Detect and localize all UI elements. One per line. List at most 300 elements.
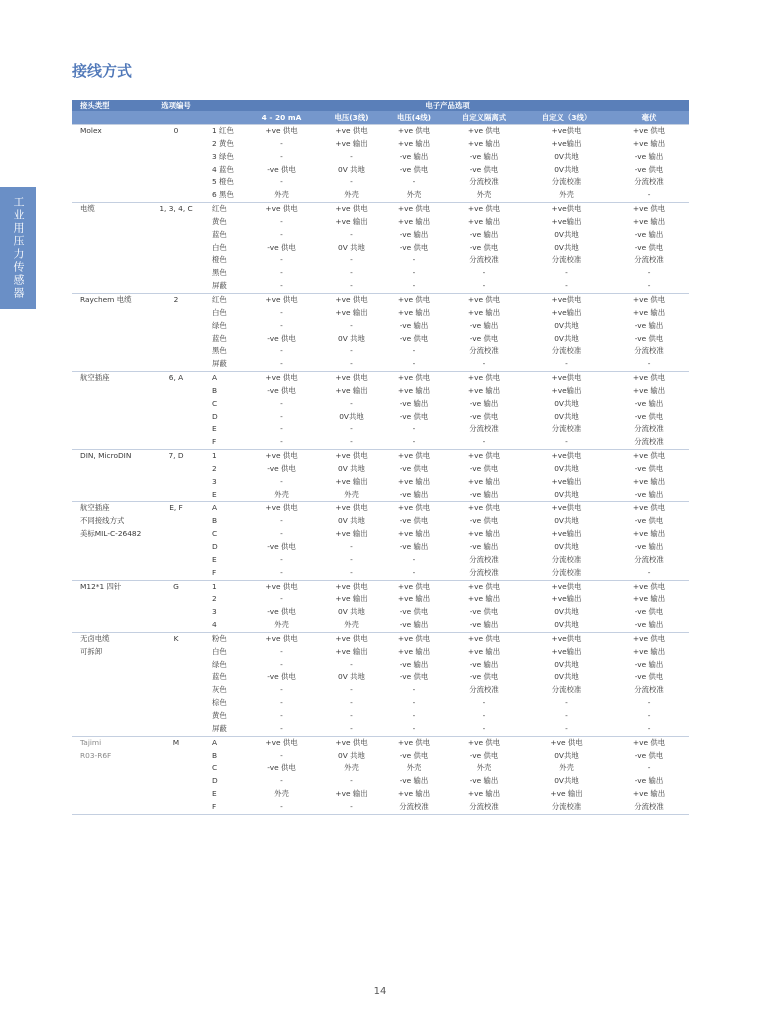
signal-cell: 0V 共地: [338, 607, 365, 617]
signal-cell: 0V共地: [554, 164, 579, 174]
pin-label-cell: F: [212, 437, 217, 447]
signal-cell: 外壳: [476, 190, 492, 200]
signal-cell: -: [647, 268, 651, 278]
pin-label-cell: 粉色: [206, 632, 244, 645]
signal-cell: +ve 输出: [397, 646, 431, 656]
signal-cell: 分流校准: [551, 567, 582, 577]
pin-label-cell: A: [206, 736, 244, 749]
signal-cell: -: [412, 281, 416, 291]
signal-cell: -ve 输出: [399, 659, 429, 669]
signal-cell: +ve输出: [551, 594, 582, 604]
signal-cell: +ve 供电: [524, 736, 609, 749]
pin-label-cell: 红色: [206, 203, 244, 216]
signal-cell: -ve 供电: [634, 333, 664, 343]
page-number: 14: [373, 986, 387, 997]
signal-cell: -ve 输出: [469, 151, 499, 161]
signal-cell: -: [350, 723, 353, 733]
signal-cell: -: [280, 320, 283, 330]
header-col-voltage-4wire: 电压(4线): [384, 111, 444, 125]
pin-label-cell: 棕色: [212, 698, 227, 708]
wiring-table-container: [72, 100, 689, 815]
connector-type-label: Molex: [80, 126, 102, 135]
pin-label-cell: 1 红色: [206, 125, 244, 138]
signal-cell: -: [412, 437, 416, 447]
signal-cell: -: [482, 723, 486, 733]
signal-cell: -: [482, 437, 486, 447]
signal-cell: +ve 供电: [609, 736, 689, 749]
signal-cell: -: [412, 567, 416, 577]
signal-cell: -: [350, 685, 353, 695]
signal-cell: +ve输出: [551, 385, 582, 395]
option-number-cell: G: [146, 580, 206, 632]
connector-type-cell: [72, 293, 146, 371]
pin-label-cell: 屏蔽: [212, 723, 227, 733]
signal-cell: -: [647, 190, 651, 200]
signal-cell: +ve 供电: [319, 450, 384, 463]
pin-label-cell: 5 橙色: [212, 177, 234, 187]
signal-cell: -: [565, 698, 568, 708]
pin-label-cell: 红色: [206, 293, 244, 306]
signal-cell: +ve供电: [524, 632, 609, 645]
signal-cell: -: [280, 411, 283, 421]
signal-cell: 0V共地: [554, 516, 579, 526]
signal-cell: +ve 输出: [632, 476, 666, 486]
signal-cell: -ve 输出: [634, 776, 664, 786]
signal-cell: -: [280, 646, 283, 656]
header-connector-type: 接头类型: [72, 100, 146, 111]
signal-cell: +ve输出: [551, 307, 582, 317]
signal-cell: 外壳: [559, 763, 574, 773]
signal-cell: -: [412, 554, 416, 564]
signal-cell: -: [280, 723, 283, 733]
connector-type-cell: [72, 372, 146, 450]
connector-type-label: 航空插座: [80, 373, 110, 383]
signal-cell: +ve 供电: [444, 293, 524, 306]
pin-label-cell: 黄色: [212, 710, 227, 720]
signal-cell: -ve 输出: [634, 229, 664, 239]
pin-label-cell: 3: [212, 476, 217, 486]
signal-cell: -ve 输出: [399, 398, 429, 408]
signal-cell: -: [482, 268, 486, 278]
table-header-row: [72, 100, 689, 111]
signal-cell: 0V共地: [554, 320, 579, 330]
signal-cell: +ve 输出: [397, 529, 431, 539]
signal-cell: -: [647, 359, 651, 369]
signal-cell: -: [350, 542, 353, 551]
signal-cell: -: [280, 529, 283, 539]
signal-cell: -: [350, 320, 353, 330]
signal-cell: -ve 供电: [399, 463, 429, 473]
signal-cell: +ve 输出: [335, 307, 368, 317]
signal-cell: -: [280, 216, 283, 226]
signal-cell: -: [280, 750, 283, 760]
pin-label-cell: 3: [212, 607, 217, 617]
signal-cell: -: [565, 710, 568, 720]
signal-cell: -: [647, 281, 651, 291]
header-col-custom-3wire: 自定义（3线）: [524, 111, 609, 125]
connector-type-cell: [72, 125, 146, 203]
table-row: [72, 450, 689, 463]
signal-cell: 分流校准: [551, 801, 582, 811]
signal-cell: +ve 输出: [467, 385, 501, 395]
signal-cell: -ve 输出: [469, 320, 499, 330]
signal-cell: -ve 输出: [634, 542, 664, 551]
signal-cell: 外壳: [274, 190, 289, 200]
signal-cell: +ve 供电: [319, 125, 384, 138]
signal-cell: 外壳: [274, 620, 289, 630]
signal-cell: -ve 输出: [634, 320, 664, 330]
signal-cell: +ve 输出: [632, 529, 666, 539]
signal-cell: +ve供电: [524, 580, 609, 593]
signal-cell: +ve 供电: [319, 203, 384, 216]
signal-cell: -ve 输出: [469, 229, 499, 239]
signal-cell: 分流校准: [634, 346, 664, 356]
signal-cell: -: [412, 255, 416, 265]
signal-cell: -: [280, 476, 283, 486]
signal-cell: 0V共地: [554, 411, 579, 421]
signal-cell: -ve 供电: [267, 333, 296, 343]
pin-label-cell: A: [206, 502, 244, 515]
signal-cell: +ve 供电: [384, 736, 444, 749]
signal-cell: -ve 供电: [469, 750, 499, 760]
signal-cell: +ve 输出: [467, 138, 501, 148]
signal-cell: +ve供电: [524, 293, 609, 306]
option-number-cell: M: [146, 736, 206, 814]
signal-cell: +ve 供电: [384, 632, 444, 645]
signal-cell: -: [280, 516, 283, 526]
pin-label-cell: F: [212, 567, 217, 577]
signal-cell: 分流校准: [634, 801, 664, 811]
signal-cell: -ve 供电: [399, 411, 429, 421]
signal-cell: +ve 供电: [384, 203, 444, 216]
signal-cell: -ve 供电: [399, 516, 429, 526]
signal-cell: 0V共地: [554, 242, 579, 252]
signal-cell: 分流校准: [634, 255, 664, 265]
signal-cell: +ve 供电: [244, 450, 319, 463]
signal-cell: -: [280, 776, 283, 786]
signal-cell: -ve 供电: [469, 411, 499, 421]
signal-cell: -ve 输出: [399, 620, 429, 630]
connector-type-cell: [72, 450, 146, 502]
signal-cell: +ve 供电: [319, 502, 384, 515]
signal-cell: -: [412, 346, 416, 356]
signal-cell: 分流校准: [469, 346, 499, 356]
signal-cell: -ve 供电: [267, 463, 296, 473]
signal-cell: 外壳: [344, 620, 359, 630]
signal-cell: -: [412, 698, 416, 708]
signal-cell: +ve 输出: [467, 307, 501, 317]
signal-cell: +ve 输出: [397, 216, 431, 226]
header-col-4-20ma: 4 - 20 mA: [244, 111, 319, 125]
signal-cell: +ve 输出: [335, 385, 368, 395]
signal-cell: 外壳: [406, 763, 422, 773]
signal-cell: 外壳: [344, 763, 359, 773]
pin-label-cell: 橙色: [212, 255, 227, 265]
signal-cell: -ve 供电: [267, 542, 296, 551]
signal-cell: 0V 共地: [338, 164, 365, 174]
signal-cell: +ve 输出: [397, 789, 431, 799]
table-bottom-rule: [72, 814, 689, 815]
signal-cell: +ve 输出: [335, 476, 368, 486]
pin-label-cell: 绿色: [212, 320, 227, 330]
signal-cell: +ve供电: [524, 372, 609, 385]
signal-cell: -: [280, 255, 283, 265]
signal-cell: 分流校准: [551, 554, 582, 564]
signal-cell: +ve供电: [524, 203, 609, 216]
signal-cell: +ve 输出: [550, 789, 583, 799]
option-number-cell: 0: [146, 125, 206, 203]
connector-type-label: 航空插座: [80, 503, 110, 513]
signal-cell: +ve 供电: [444, 736, 524, 749]
signal-cell: -: [412, 268, 416, 278]
signal-cell: -ve 输出: [469, 398, 499, 408]
signal-cell: -: [350, 710, 353, 720]
pin-label-cell: 白色: [212, 307, 227, 317]
signal-cell: -ve 输出: [399, 489, 429, 499]
signal-cell: 0V共地: [554, 463, 579, 473]
signal-cell: -ve 输出: [399, 229, 429, 239]
signal-cell: +ve 输出: [335, 594, 368, 604]
signal-cell: 分流校准: [551, 177, 582, 187]
pin-label-cell: F: [212, 801, 217, 811]
pin-label-cell: 白色: [212, 242, 227, 252]
signal-cell: 0V 共地: [338, 516, 365, 526]
signal-cell: -ve 供电: [634, 463, 664, 473]
pin-label-cell: 黑色: [212, 268, 227, 278]
signal-cell: -: [482, 359, 486, 369]
signal-cell: -: [482, 710, 486, 720]
signal-cell: -: [280, 659, 283, 669]
signal-cell: -: [350, 255, 353, 265]
signal-cell: -: [350, 268, 353, 278]
signal-cell: -ve 供电: [634, 607, 664, 617]
signal-cell: -ve 供电: [267, 164, 296, 174]
pin-label-cell: C: [212, 398, 218, 408]
pin-label-cell: E: [212, 789, 217, 799]
signal-cell: +ve 输出: [467, 646, 501, 656]
signal-cell: -ve 供电: [399, 164, 429, 174]
signal-cell: 分流校准: [551, 685, 582, 695]
signal-cell: +ve 供电: [384, 450, 444, 463]
pin-label-cell: 屏蔽: [212, 359, 227, 369]
signal-cell: -: [280, 437, 283, 447]
signal-cell: -: [565, 268, 568, 278]
signal-cell: +ve 供电: [444, 502, 524, 515]
signal-cell: -: [350, 698, 353, 708]
table-body: [72, 125, 689, 814]
signal-cell: -: [280, 359, 283, 369]
pin-label-cell: 屏蔽: [212, 281, 227, 291]
connector-type-label: Raychem 电缆: [80, 294, 132, 304]
pin-label-cell: 4 蓝色: [212, 164, 234, 174]
option-number-cell: 2: [146, 293, 206, 371]
signal-cell: +ve 输出: [397, 307, 431, 317]
header-electronics-options: 电子产品选项: [206, 100, 689, 111]
table-row: [72, 372, 689, 385]
signal-cell: -ve 供电: [469, 516, 499, 526]
signal-cell: +ve 供电: [319, 632, 384, 645]
option-number-cell: 6, A: [146, 372, 206, 450]
signal-cell: +ve 供电: [444, 450, 524, 463]
pin-label-cell: 绿色: [212, 659, 227, 669]
pin-label-cell: 蓝色: [212, 672, 227, 682]
signal-cell: 0V共地: [554, 333, 579, 343]
signal-cell: -: [350, 177, 353, 187]
signal-cell: +ve 供电: [244, 502, 319, 515]
wiring-table: [72, 100, 689, 814]
signal-cell: +ve输出: [551, 529, 582, 539]
signal-cell: +ve 输出: [632, 138, 666, 148]
signal-cell: -: [280, 685, 283, 695]
signal-cell: 0V 共地: [338, 463, 365, 473]
signal-cell: +ve 供电: [609, 450, 689, 463]
signal-cell: 分流校准: [469, 177, 499, 187]
header-option-number: 选项编号: [146, 100, 206, 111]
signal-cell: +ve 输出: [397, 138, 431, 148]
signal-cell: +ve 供电: [609, 580, 689, 593]
signal-cell: -: [350, 151, 353, 161]
signal-cell: -: [280, 281, 283, 291]
pin-label-cell: 蓝色: [212, 333, 227, 343]
option-number-cell: E, F: [146, 502, 206, 580]
signal-cell: -ve 供电: [399, 242, 429, 252]
signal-cell: 0V共地: [554, 229, 579, 239]
signal-cell: -ve 供电: [267, 672, 296, 682]
signal-cell: 分流校准: [551, 424, 582, 434]
signal-cell: 分流校准: [469, 685, 499, 695]
option-number-cell: K: [146, 632, 206, 736]
table-row: [72, 203, 689, 216]
pin-label-cell: 2 黄色: [212, 138, 234, 148]
signal-cell: -ve 供电: [267, 385, 296, 395]
connector-type-label: 美标MIL-C-26482: [80, 529, 142, 539]
signal-cell: +ve 供电: [319, 736, 384, 749]
signal-cell: -: [280, 268, 283, 278]
signal-cell: +ve 供电: [384, 372, 444, 385]
connector-type-cell: [72, 203, 146, 294]
signal-cell: -ve 输出: [634, 151, 664, 161]
signal-cell: 分流校准: [551, 346, 582, 356]
signal-cell: -: [412, 177, 416, 187]
signal-cell: -: [280, 346, 283, 356]
signal-cell: -ve 供电: [469, 164, 499, 174]
signal-cell: -ve 供电: [634, 242, 664, 252]
signal-cell: -ve 输出: [399, 542, 429, 551]
signal-cell: 0V 共地: [338, 672, 365, 682]
signal-cell: +ve 输出: [335, 216, 368, 226]
signal-cell: 外壳: [344, 190, 359, 200]
signal-cell: +ve 输出: [632, 307, 666, 317]
signal-cell: -ve 供电: [469, 463, 499, 473]
connector-type-label: 电缆: [80, 204, 95, 214]
connector-type-cell: [72, 502, 146, 580]
signal-cell: 分流校准: [551, 255, 582, 265]
signal-cell: +ve 供电: [609, 632, 689, 645]
signal-cell: 分流校准: [469, 424, 499, 434]
signal-cell: +ve 供电: [244, 125, 319, 138]
signal-cell: 外壳: [274, 489, 289, 499]
pin-label-cell: 1: [206, 450, 244, 463]
signal-cell: +ve 供电: [609, 293, 689, 306]
signal-cell: -: [350, 229, 353, 239]
signal-cell: +ve 供电: [319, 580, 384, 593]
signal-cell: -ve 供电: [634, 411, 664, 421]
signal-cell: -ve 输出: [634, 489, 664, 499]
signal-cell: -ve 供电: [399, 333, 429, 343]
signal-cell: -: [280, 424, 283, 434]
signal-cell: +ve 输出: [335, 646, 368, 656]
signal-cell: -ve 供电: [267, 607, 296, 617]
signal-cell: -: [280, 398, 283, 408]
section-side-tab-label: 工业用压力传感器: [12, 196, 25, 300]
signal-cell: 外壳: [274, 789, 289, 799]
signal-cell: -ve 供电: [399, 750, 429, 760]
signal-cell: -: [412, 359, 416, 369]
signal-cell: -: [412, 424, 416, 434]
signal-cell: 分流校准: [469, 567, 499, 577]
signal-cell: -: [350, 398, 353, 408]
signal-cell: 分流校准: [399, 801, 429, 811]
signal-cell: +ve 供电: [244, 580, 319, 593]
signal-cell: +ve 供电: [609, 372, 689, 385]
pin-label-cell: E: [212, 489, 217, 499]
signal-cell: -: [482, 698, 486, 708]
signal-cell: -ve 输出: [469, 620, 499, 630]
signal-cell: -: [350, 359, 353, 369]
signal-cell: 外壳: [344, 489, 359, 499]
signal-cell: -: [350, 567, 353, 577]
signal-cell: -ve 供电: [399, 672, 429, 682]
signal-cell: -ve 输出: [469, 776, 499, 786]
signal-cell: 0V共地: [554, 659, 579, 669]
signal-cell: -ve 输出: [399, 320, 429, 330]
pin-label-cell: C: [212, 529, 218, 539]
header-col-voltage-3wire: 电压(3线): [319, 111, 384, 125]
signal-cell: -: [280, 151, 283, 161]
signal-cell: 分流校准: [634, 437, 664, 447]
pin-label-cell: 3 绿色: [212, 151, 234, 161]
connector-type-label: Tajimi: [80, 737, 102, 747]
signal-cell: +ve输出: [551, 216, 582, 226]
signal-cell: 0V 共地: [338, 333, 365, 343]
pin-label-cell: E: [212, 554, 217, 564]
signal-cell: 0V共地: [554, 620, 579, 630]
signal-cell: -ve 输出: [634, 398, 664, 408]
signal-cell: -: [280, 229, 283, 239]
signal-cell: -: [350, 281, 353, 291]
signal-cell: +ve 输出: [632, 594, 666, 604]
signal-cell: +ve 输出: [467, 529, 501, 539]
signal-cell: +ve 供电: [244, 372, 319, 385]
signal-cell: +ve 输出: [397, 594, 431, 604]
signal-cell: 0V共地: [339, 411, 364, 421]
signal-cell: -: [647, 567, 651, 577]
signal-cell: -: [412, 710, 416, 720]
signal-cell: 分流校准: [634, 424, 664, 434]
signal-cell: +ve 输出: [632, 789, 666, 799]
signal-cell: +ve 供电: [319, 293, 384, 306]
signal-cell: -: [412, 685, 416, 695]
pin-label-cell: 黑色: [212, 346, 227, 356]
connector-type-cell: [72, 580, 146, 632]
signal-cell: -: [280, 710, 283, 720]
signal-cell: 0V 共地: [338, 242, 365, 252]
signal-cell: -ve 供电: [469, 672, 499, 682]
signal-cell: -: [280, 801, 283, 811]
signal-cell: +ve 供电: [384, 502, 444, 515]
signal-cell: +ve 输出: [467, 216, 501, 226]
table-row: [72, 125, 689, 138]
